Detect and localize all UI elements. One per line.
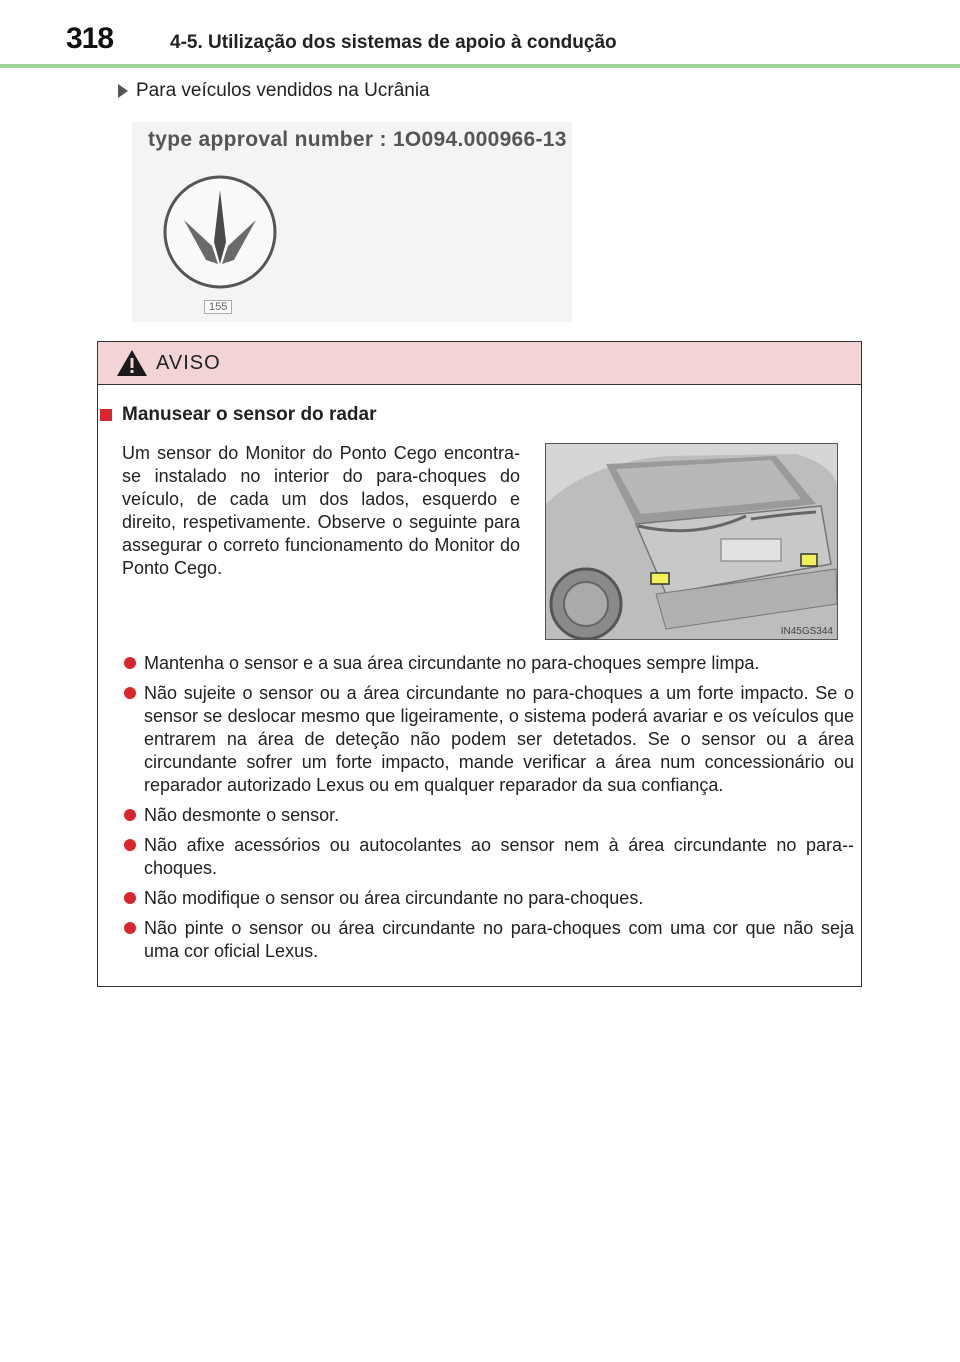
ukraine-heading xyxy=(118,80,430,102)
bullet-text: Não sujeite o sensor ou a área circundante no para-choques a um forte impacto. Se o sensor se deslocar mesmo que ligeiramente, o sistema poderá avariar e os veículos que entrarem na área de deteção não podem ser detetados. Se o sensor ou a área circundante sofrer um forte impacto, mande verificar a área num concessionário ou reparador autorizado Lexus ou em qualquer reparador da sua confiança. xyxy=(144,683,854,795)
list-item xyxy=(118,834,854,880)
figure-reference-number: 155 xyxy=(204,300,232,314)
warning-title: AVISO xyxy=(156,351,221,374)
car-rear-illustration xyxy=(545,443,838,640)
approval-number: type approval number : 1O094.000966-13 xyxy=(148,128,567,151)
red-dot-bullet-icon xyxy=(124,657,136,669)
bullet-text: Não pinte o sensor ou área circundante no para-choques com uma cor que não seja uma cor oficial Lexus. xyxy=(144,918,854,961)
list-item xyxy=(118,652,854,675)
square-bullet-icon xyxy=(100,409,112,421)
illustration-code: IN45GS344 xyxy=(780,626,833,637)
bullet-text: Não modifique o sensor ou área circundante no para-choques. xyxy=(144,888,644,908)
bullet-text: Mantenha o sensor e a sua área circundante no para-choques sempre limpa. xyxy=(144,653,760,673)
warning-intro: Um sensor do Monitor do Ponto Cego encontra-se instalado no interior do para-choques do veículo, de cada um dos lados, esquerdo e direito, respetivamente. Observe o seguinte para assegurar o correto funcionamento do Monitor do Ponto Cego. xyxy=(122,443,520,578)
page-number: 318 xyxy=(66,22,114,55)
list-item xyxy=(118,917,854,963)
triangle-bullet-icon xyxy=(118,84,128,98)
list-item xyxy=(118,804,854,827)
ukraine-label: Para veículos vendidos na Ucrânia xyxy=(136,80,430,101)
car-rear-icon xyxy=(546,444,837,639)
warning-box xyxy=(97,341,862,987)
red-dot-bullet-icon xyxy=(124,892,136,904)
warning-bullet-list xyxy=(118,652,854,970)
red-dot-bullet-icon xyxy=(124,687,136,699)
header-divider xyxy=(0,64,960,68)
section-title: 4-5. Utilização dos sistemas de apoio à condução xyxy=(170,32,617,53)
red-dot-bullet-icon xyxy=(124,922,136,934)
warning-header xyxy=(98,342,861,385)
red-dot-bullet-icon xyxy=(124,839,136,851)
red-dot-bullet-icon xyxy=(124,809,136,821)
warning-subheading xyxy=(100,404,376,426)
list-item xyxy=(118,682,854,797)
list-item xyxy=(118,887,854,910)
type-approval-figure xyxy=(132,122,572,322)
page-header xyxy=(0,0,960,70)
ukrainian-conformity-mark-icon xyxy=(160,172,280,292)
bullet-text: Não desmonte o sensor. xyxy=(144,805,340,825)
subheading-text: Manusear o sensor do radar xyxy=(122,404,377,425)
bullet-text: Não afixe acessórios ou autocolantes ao sensor nem à área circundante no para--choques. xyxy=(144,835,854,878)
warning-triangle-icon xyxy=(116,349,148,377)
